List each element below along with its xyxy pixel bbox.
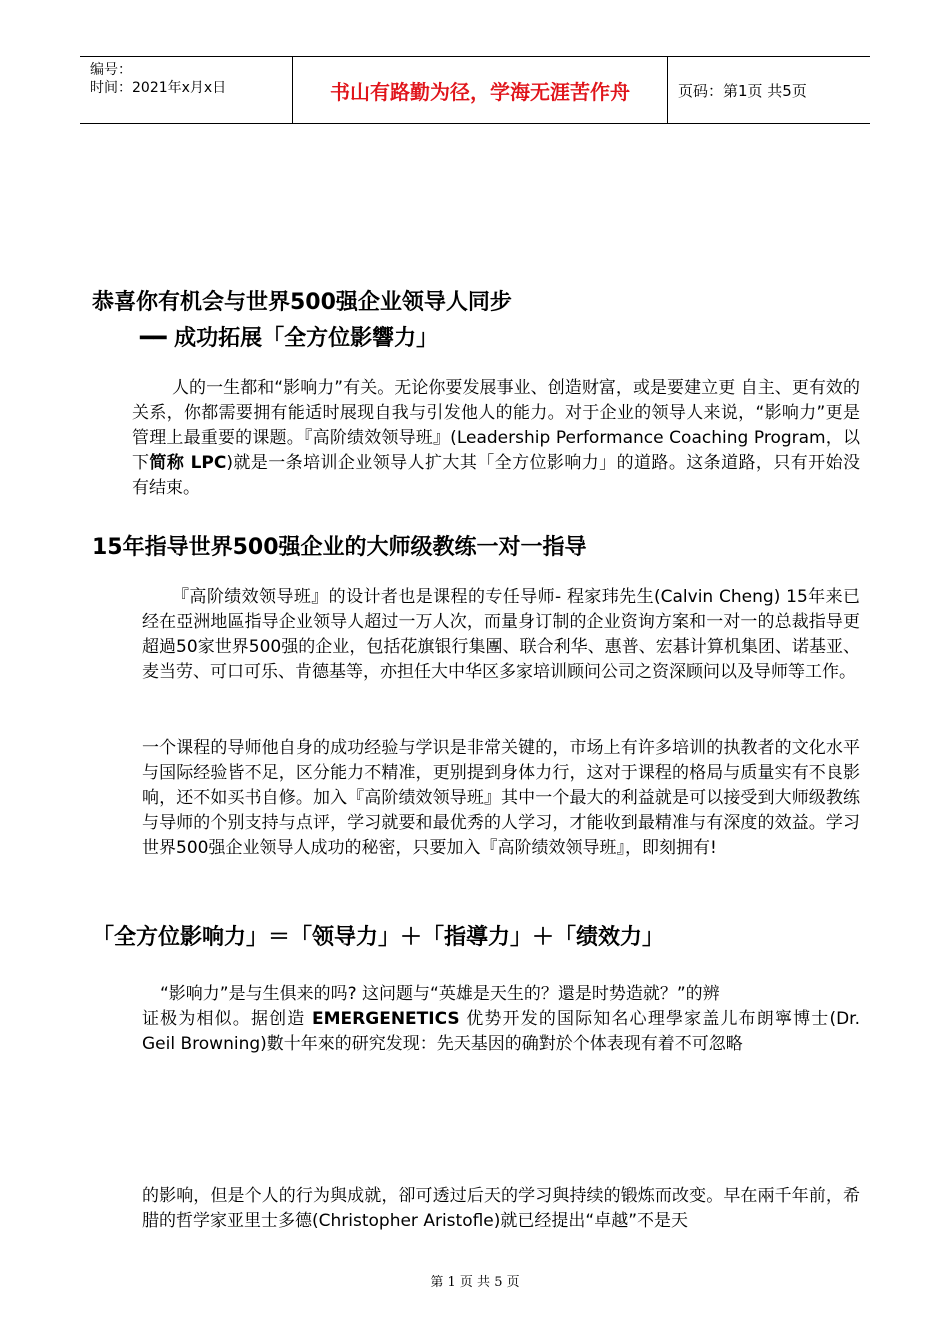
page-footer: 第 1 页 共 5 页 <box>430 1275 520 1290</box>
title-line-2: ━━ 成功拓展「全方位影響力」 <box>140 326 439 351</box>
formula-paragraph <box>142 982 860 1057</box>
formula-line-2 <box>142 1007 860 1057</box>
title-block <box>92 287 862 355</box>
coach-paragraph-1: 『高阶绩效领导班』的设计者也是课程的专任导师- 程家玮先生(Calvin Cheng) 15年来已经在亞洲地區指导企业领导人超过一万人次，而量身订制的企业资询方案和一对一的总裁指导更超過50家世界500强的企业，包括花旗银行集團、联合利华、惠普、宏碁计算机集团、诺基亚、麦当劳、可口可乐、肯德基等，亦担任大中华区多家培训顾问公司之资深顾问以及导师等工作。 <box>142 587 860 682</box>
formula-text-bold: EMERGENETICS <box>312 1009 460 1029</box>
section-heading-formula: 「全方位影响力」＝「领导力」＋「指導力」＋「绩效力」 <box>92 925 665 950</box>
formula-line-1: “影响力”是与生俱来的吗? 这问题与“英雄是天生的？還是时势造就？”的辨 <box>160 984 720 1004</box>
code-label: 编号： <box>90 62 132 78</box>
intro-text-1: 人的一生都和“影响力”有关。无论你要发展事业、创造财富，或是要建立更 自主、更有效的关系，你都需要拥有能适时展现自我与引发他人的能力。对于企业的领导人来说，“影响力”更是管理上最重要的课题。『高阶绩效领导班』(Leadership Performance Coaching Program，以下 <box>132 378 860 473</box>
title-line-1: 恭喜你有机会与世界500强企业领导人同步 <box>92 290 512 315</box>
intro-paragraph <box>132 376 860 501</box>
date-label: 时间：2021年x月x日 <box>90 80 227 96</box>
intro-text-bold: 简称 LPC <box>149 453 227 473</box>
continuation-paragraph: 的影响，但是个人的行为與成就，卻可透过后天的学习與持续的锻炼而改变。早在兩千年前，希腊的哲学家亚里士多德(Christopher Aristofle)就已经提出“卓越”不是天 <box>142 1186 860 1231</box>
header-table <box>80 56 870 124</box>
header-meta <box>80 57 293 123</box>
section-heading-coach: 15年指导世界500强企业的大师级教练一对一指导 <box>92 535 587 560</box>
formula-text-c: 优势开发的国际知名心理學家盖儿布朗寧博士(Dr. Geil Browning)數十年來的研究发现：先天基因的确對於个体表现有着不可忽略 <box>142 1009 860 1054</box>
header-motto: 书山有路勤为径，学海无涯苦作舟 <box>293 57 668 123</box>
intro-text-2: )就是一条培训企业领导人扩大其「全方位影响力」的道路。这条道路，只有开始没有结束。 <box>132 453 860 498</box>
header-page-info: 页码：第1页 共5页 <box>678 81 807 100</box>
coach-paragraph-2: 一个课程的导师他自身的成功经验与学识是非常关键的，市场上有许多培训的执教者的文化水平与国际经验皆不足，区分能力不精准，更别提到身体力行，这对于课程的格局与质量实有不良影响，还不如买书自修。加入『高阶绩效领导班』其中一个最大的利益就是可以接受到大师级教练与导师的个别支持与点评，学习就要和最优秀的人学习，才能收到最精准与有深度的效益。学习世界500强企业领导人成功的秘密，只要加入『高阶绩效领导班』，即刻拥有! <box>142 738 860 858</box>
formula-text-a: 证极为相似。据创造 <box>142 1009 313 1029</box>
